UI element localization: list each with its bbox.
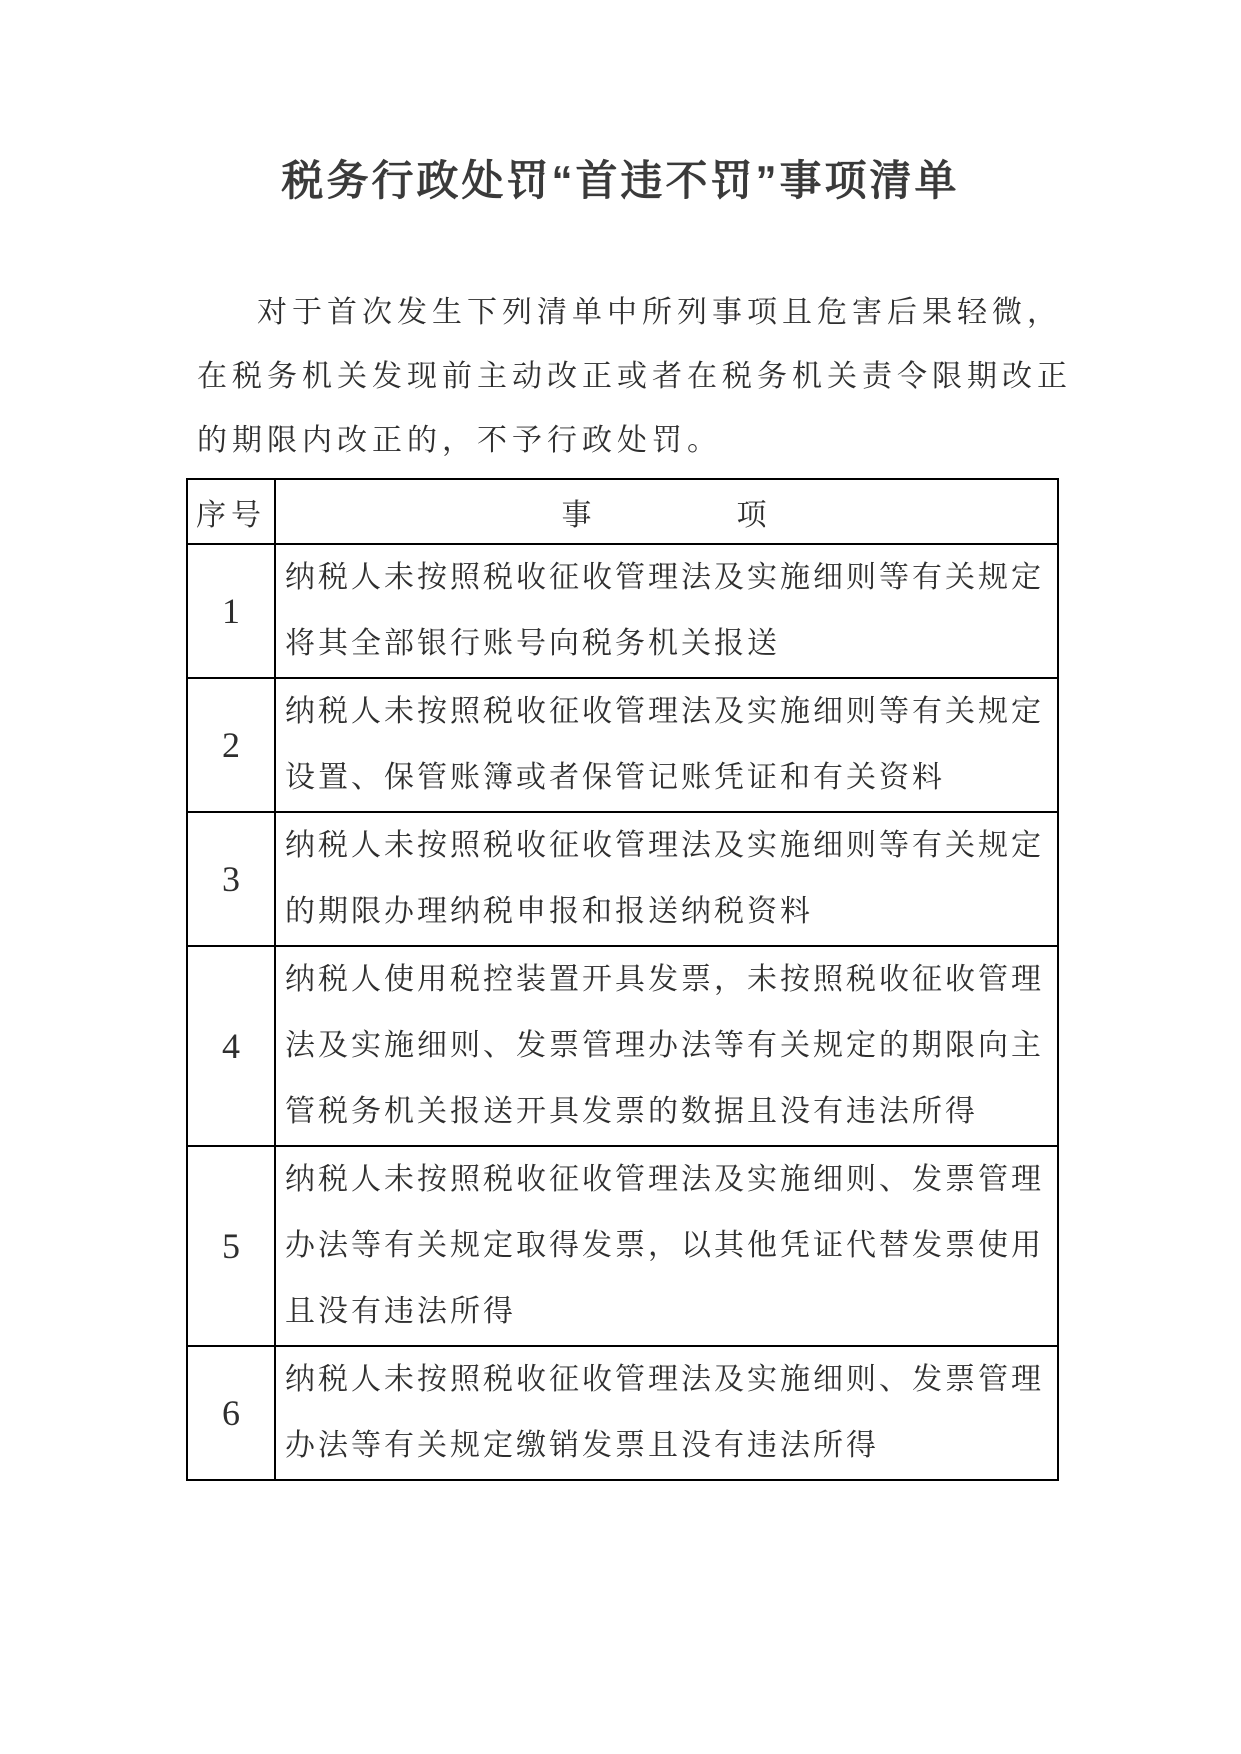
row-index: 4 [187, 946, 275, 1146]
table-row [187, 678, 1058, 812]
items-table [186, 478, 1059, 1481]
header-cell-item: 事 项 [275, 479, 1058, 544]
table-row [187, 1146, 1058, 1346]
row-index: 3 [187, 812, 275, 946]
table-row [187, 1346, 1058, 1480]
table-header-row [187, 479, 1058, 544]
intro-paragraph: 对于首次发生下列清单中所列事项且危害后果轻微，在税务机关发现前主动改正或者在税务机关责令限期改正的期限内改正的，不予行政处罚。 [197, 296, 1072, 457]
row-item: 纳税人使用税控装置开具发票，未按照税收征收管理法及实施细则、发票管理办法等有关规定的期限向主管税务机关报送开具发票的数据且没有违法所得 [275, 946, 1058, 1146]
table-row [187, 544, 1058, 678]
header-cell-index: 序号 [187, 479, 275, 544]
row-item: 纳税人未按照税收征收管理法及实施细则、发票管理办法等有关规定取得发票，以其他凭证代替发票使用且没有违法所得 [275, 1146, 1058, 1346]
row-item: 纳税人未按照税收征收管理法及实施细则、发票管理办法等有关规定缴销发票且没有违法所得 [275, 1346, 1058, 1480]
row-item: 纳税人未按照税收征收管理法及实施细则等有关规定设置、保管账簿或者保管记账凭证和有关资料 [275, 678, 1058, 812]
row-item: 纳税人未按照税收征收管理法及实施细则等有关规定将其全部银行账号向税务机关报送 [275, 544, 1058, 678]
document-title: 税务行政处罚“首违不罚”事项清单 [281, 157, 960, 204]
table-row [187, 812, 1058, 946]
row-index: 5 [187, 1146, 275, 1346]
row-index: 2 [187, 678, 275, 812]
row-item: 纳税人未按照税收征收管理法及实施细则等有关规定的期限办理纳税申报和报送纳税资料 [275, 812, 1058, 946]
row-index: 6 [187, 1346, 275, 1480]
row-index: 1 [187, 544, 275, 678]
table-row [187, 946, 1058, 1146]
